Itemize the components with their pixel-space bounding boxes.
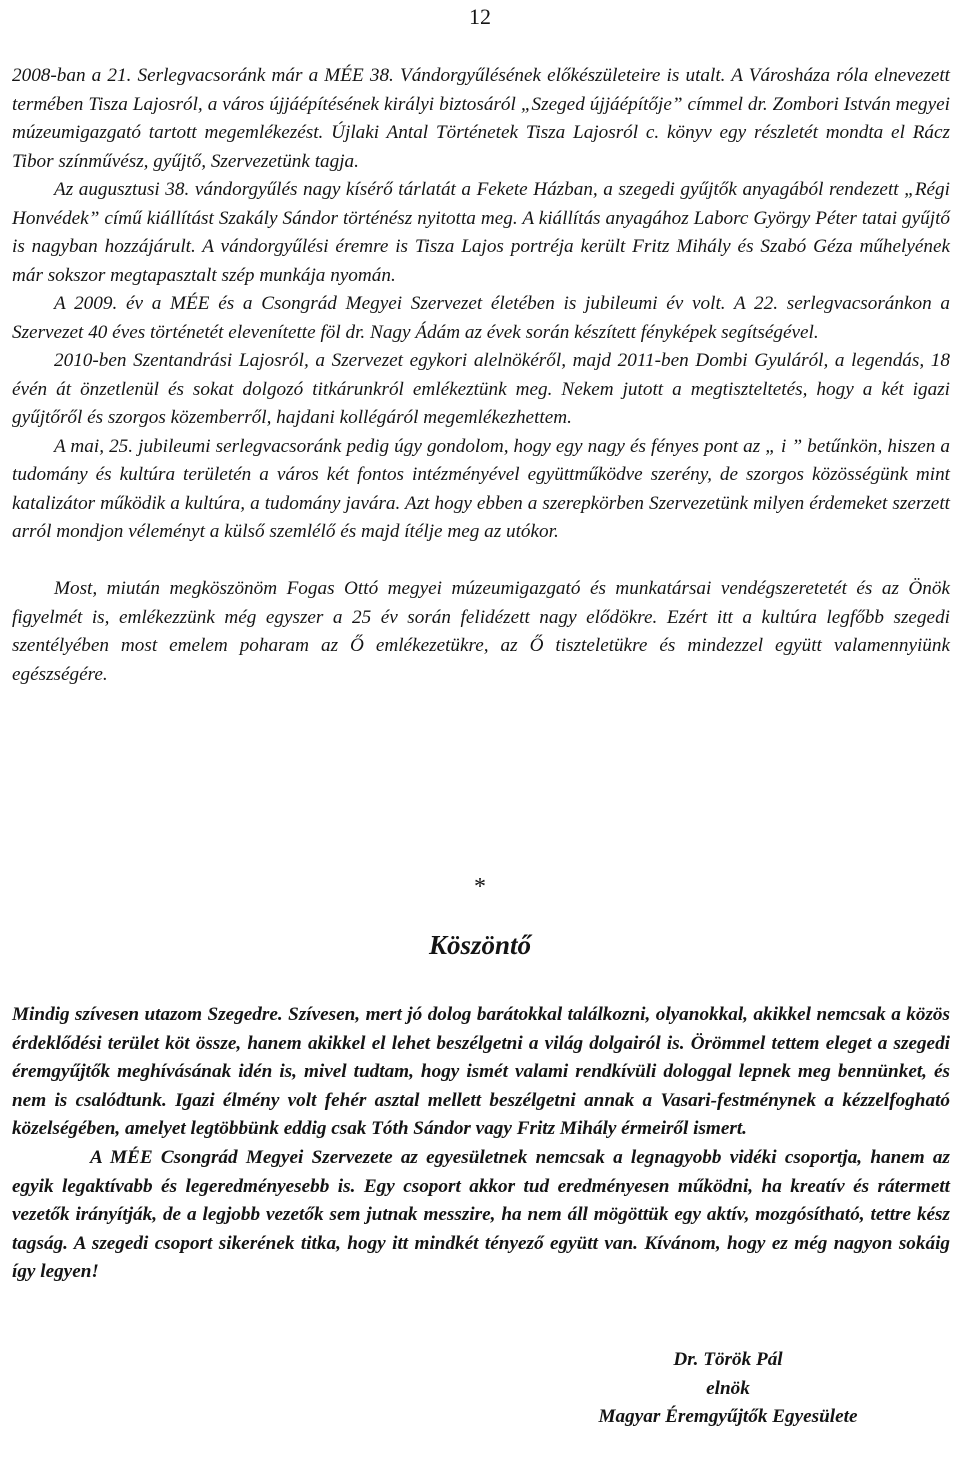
paragraph-2009: A 2009. év a MÉE és a Csongrád Megyei Szervezet életében is jubileumi év volt. A 22. serlegvacsoránkon a Szervezet 40 éves történetét elevenítette föl dr. Nagy Ádám az évek során készített fényképek segítségével. [12,293,950,343]
signature-organization: Magyar Éremgyűjtők Egyesülete [598,1406,858,1428]
greeting-paragraph-1: Mindig szívesen utazom Szegedre. Szívesen, mert jó dolog barátokkal találkozni, olyanokkal, akikkel nemcsak a közös érdeklődési terület köt össze, hanem akikkel el lehet beszélgetni a világ dolgairól is. Örömmel tettem eleget a szegedi éremgyűjtők meghívásának idén is, mivel tudtam, hogy ismét valami rendkívüli dologgal lepnek meg bennünket, és nem is csalódtunk. Igazi élmény volt fehér asztal mellett beszélgetni annak a Vasari-festménynek a kézzelfogható közelségében, amelyet legtöbbünk eddig csak Tóth Sándor vagy Fritz Mihály érmeiről ismert. [12,1004,950,1140]
greeting-paragraph-2: A MÉE Csongrád Megyei Szervezete az egyesületnek nemcsak a legnagyobb vidéki csoportja, hanem az egyik legaktívabb és legeredményesebb is. Egy csoport akkor tud eredményesen működni, ha kreatív és rátermett vezetők irányítják, de a legjobb vezetők sem jutnak messzire, ha nem áll mögöttük egy aktív, mozgósítható, tettre kész tagság. A szegedi csoport sikerének titka, hogy itt mindkét tényező együtt van. Kívánom, hogy ez még nagyon sokáig így legyen! [12,1146,950,1283]
greeting-text [12,1001,950,1287]
paragraph-2008: 2008-ban a 21. Serlegvacsoránk már a MÉE 38. Vándorgyűlésének előkészületeire is utalt. A Városháza róla elnevezett termében Tisza Lajosról, a város újjáépítésének királyi biztosáról „Szeged újjáépítője” címmel dr. Zombori István megyei múzeumigazgató tartott megemlékezést. Újlaki Antal Történetek Tisza Lajosról c. könyv egy részletét mondta el Rácz Tibor színművész, gyűjtő, Szervezetünk tagja. [12,65,950,172]
paragraph-2010: 2010-ben Szentandrási Lajosról, a Szervezet egykori alelnökéről, majd 2011-ben Dombi Gyuláról, a legendás, 18 évén át önzetlenül és sokat dolgozó titkárunkról emlékeztünk meg. Nekem jutott a megtiszteltetés, hogy a két igazi gyűjtőről és szorgos közemberről, hajdani kollégáról megemlékezhettem. [12,350,950,428]
signature-name: Dr. Török Pál [673,1349,783,1370]
section-separator: * [474,874,486,900]
signature-role: elnök [706,1377,750,1399]
page-number: 12 [469,4,491,29]
paragraph-vandorgyules: Az augusztusi 38. vándorgyűlés nagy kísérő tárlatát a Fekete Házban, a szegedi gyűjtők anyagából rendezett „Régi Honvédek” című kiállítást Szakály Sándor történész nyitotta meg. A kiállítás anyagához Laborc György Péter tatai gyűjtő is nagyban hozzájárult. A vándorgyűlési éremre is Tisza Lajos portréja került Fritz Mihály és Szabó Géza műhelyének már sokszor megtapasztalt szép munkája nyomán. [12,179,950,286]
main-text [12,62,950,689]
paragraph-jubileum: A mai, 25. jubileumi serlegvacsoránk pedig úgy gondolom, hogy egy nagy és fényes pont az „ i ” betűnkön, hiszen a tudomány és kultúra területén a város két fontos intézményével együttműködve szerény, de szorgos közösségünk mint katalizátor működik a kultúra, a tudomány javára. Azt hogy ebben a szerepkörben Szervezetünk milyen érdemeket szerzett arról mondjon véleményt a külső szemlélő és majd ítélje meg az utókor. [12,435,950,542]
greeting-title: Köszöntő [428,930,532,960]
paragraph-closing: Most, miután megköszönöm Fogas Ottó megyei múzeumigazgató és munkatársai vendégszeretetét és az Önök figyelmét is, emlékezzünk még egyszer a 25 év során felidézett nagy elődökre. Ezért itt a kultúra legfőbb szegedi szentélyében most emelem poharam az Ő emlékezetükre, az Ő tiszteletükre és mindezzel együtt valamennyiünk egészségére. [12,578,950,685]
signature-block [548,1346,908,1432]
